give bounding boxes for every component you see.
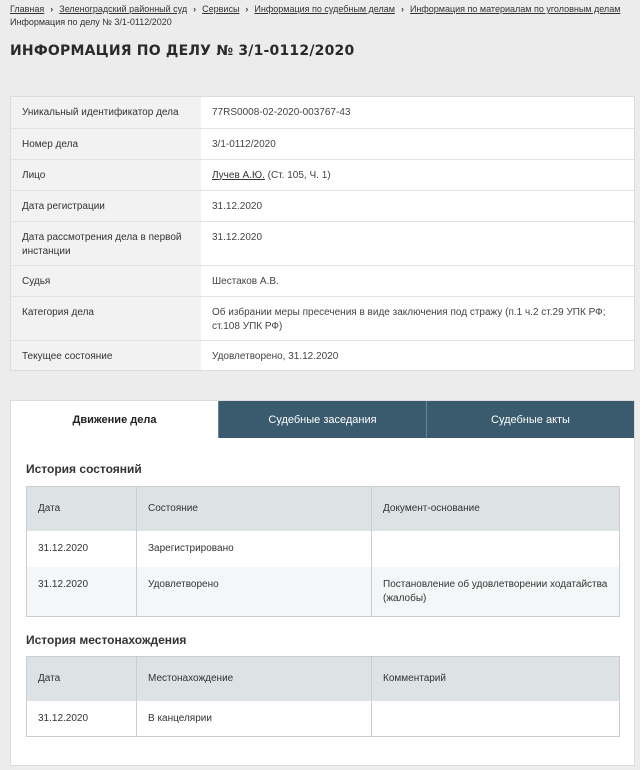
column-header: Состояние <box>137 487 372 531</box>
table-cell <box>372 531 620 567</box>
location-history-table <box>26 656 620 737</box>
column-header: Местонахождение <box>137 657 372 701</box>
case-details-table <box>11 97 634 370</box>
tab-case-movement[interactable]: Движение дела <box>11 401 218 438</box>
detail-row-person <box>11 159 634 190</box>
detail-value: 31.12.2020 <box>201 190 634 221</box>
table-cell <box>372 701 620 737</box>
case-details-panel <box>10 96 635 371</box>
detail-value: 3/1-0112/2020 <box>201 128 634 159</box>
table-cell: 31.12.2020 <box>27 701 137 737</box>
tab-court-hearings[interactable]: Судебные заседания <box>218 401 426 438</box>
table-header-row <box>27 487 620 531</box>
detail-label: Текущее состояние <box>11 340 201 370</box>
table-cell: В канцелярии <box>137 701 372 737</box>
chevron-right-icon: › <box>50 4 54 14</box>
table-header-row <box>27 657 620 701</box>
detail-value <box>201 159 634 190</box>
detail-row-category <box>11 296 634 340</box>
detail-value: 31.12.2020 <box>201 221 634 265</box>
tab-court-acts[interactable]: Судебные акты <box>426 401 634 438</box>
breadcrumb-cases-link[interactable]: Информация по судебным делам <box>254 4 395 14</box>
case-tabs-panel <box>10 400 635 766</box>
person-article: (Ст. 105, Ч. 1) <box>267 169 331 181</box>
table-row <box>27 567 620 617</box>
breadcrumb-home-link[interactable]: Главная <box>10 4 45 14</box>
breadcrumb-services-link[interactable]: Сервисы <box>202 4 240 14</box>
detail-row-status <box>11 340 634 370</box>
detail-row-judge <box>11 265 634 296</box>
detail-label: Дата рассмотрения дела в первой инстанции <box>11 221 201 265</box>
breadcrumb-current: Информация по делу № 3/1-0112/2020 <box>10 17 172 27</box>
detail-row-reg-date <box>11 190 634 221</box>
detail-value: 77RS0008-02-2020-003767-43 <box>201 97 634 128</box>
breadcrumb-court-link[interactable]: Зеленоградский районный суд <box>59 4 188 14</box>
breadcrumb-criminal-link[interactable]: Информация по материалам по уголовным делам <box>409 4 621 14</box>
chevron-right-icon: › <box>245 4 249 14</box>
column-header: Документ-основание <box>372 487 620 531</box>
detail-label: Номер дела <box>11 128 201 159</box>
detail-value: Удовлетворено, 31.12.2020 <box>212 350 339 362</box>
location-history-title: История местонахождения <box>26 633 187 647</box>
table-cell: Удовлетворено <box>137 567 372 617</box>
table-row <box>27 531 620 567</box>
table-cell: Зарегистрировано <box>137 531 372 567</box>
table-cell: Постановление об удовлетворении ходатайства (жалобы) <box>372 567 620 617</box>
column-header: Комментарий <box>372 657 620 701</box>
detail-value: Об избрании меры пресечения в виде заключения под стражу (п.1 ч.2 ст.29 УПК РФ; ст.108 УПК РФ) <box>201 296 634 340</box>
chevron-right-icon: › <box>400 4 404 14</box>
detail-label: Категория дела <box>11 296 201 340</box>
detail-row-uid <box>11 97 634 128</box>
column-header: Дата <box>27 657 137 701</box>
detail-row-review-date <box>11 221 634 265</box>
chevron-right-icon: › <box>193 4 197 14</box>
detail-row-number <box>11 128 634 159</box>
detail-label: Уникальный идентификатор дела <box>11 97 201 128</box>
detail-label: Дата регистрации <box>11 190 201 221</box>
table-row <box>27 701 620 737</box>
status-history-table <box>26 486 620 617</box>
page-title: ИНФОРМАЦИЯ ПО ДЕЛУ № 3/1-0112/2020 <box>10 43 355 59</box>
detail-value: Шестаков А.В. <box>201 265 634 296</box>
status-history-title: История состояний <box>26 462 142 476</box>
detail-label: Лицо <box>11 159 201 190</box>
breadcrumb <box>10 3 635 29</box>
detail-label: Судья <box>11 265 201 296</box>
table-cell: 31.12.2020 <box>27 567 137 617</box>
tab-bar <box>11 401 634 438</box>
column-header: Дата <box>27 487 137 531</box>
table-cell: 31.12.2020 <box>27 531 137 567</box>
person-link[interactable]: Лучев А.Ю. <box>212 169 265 181</box>
